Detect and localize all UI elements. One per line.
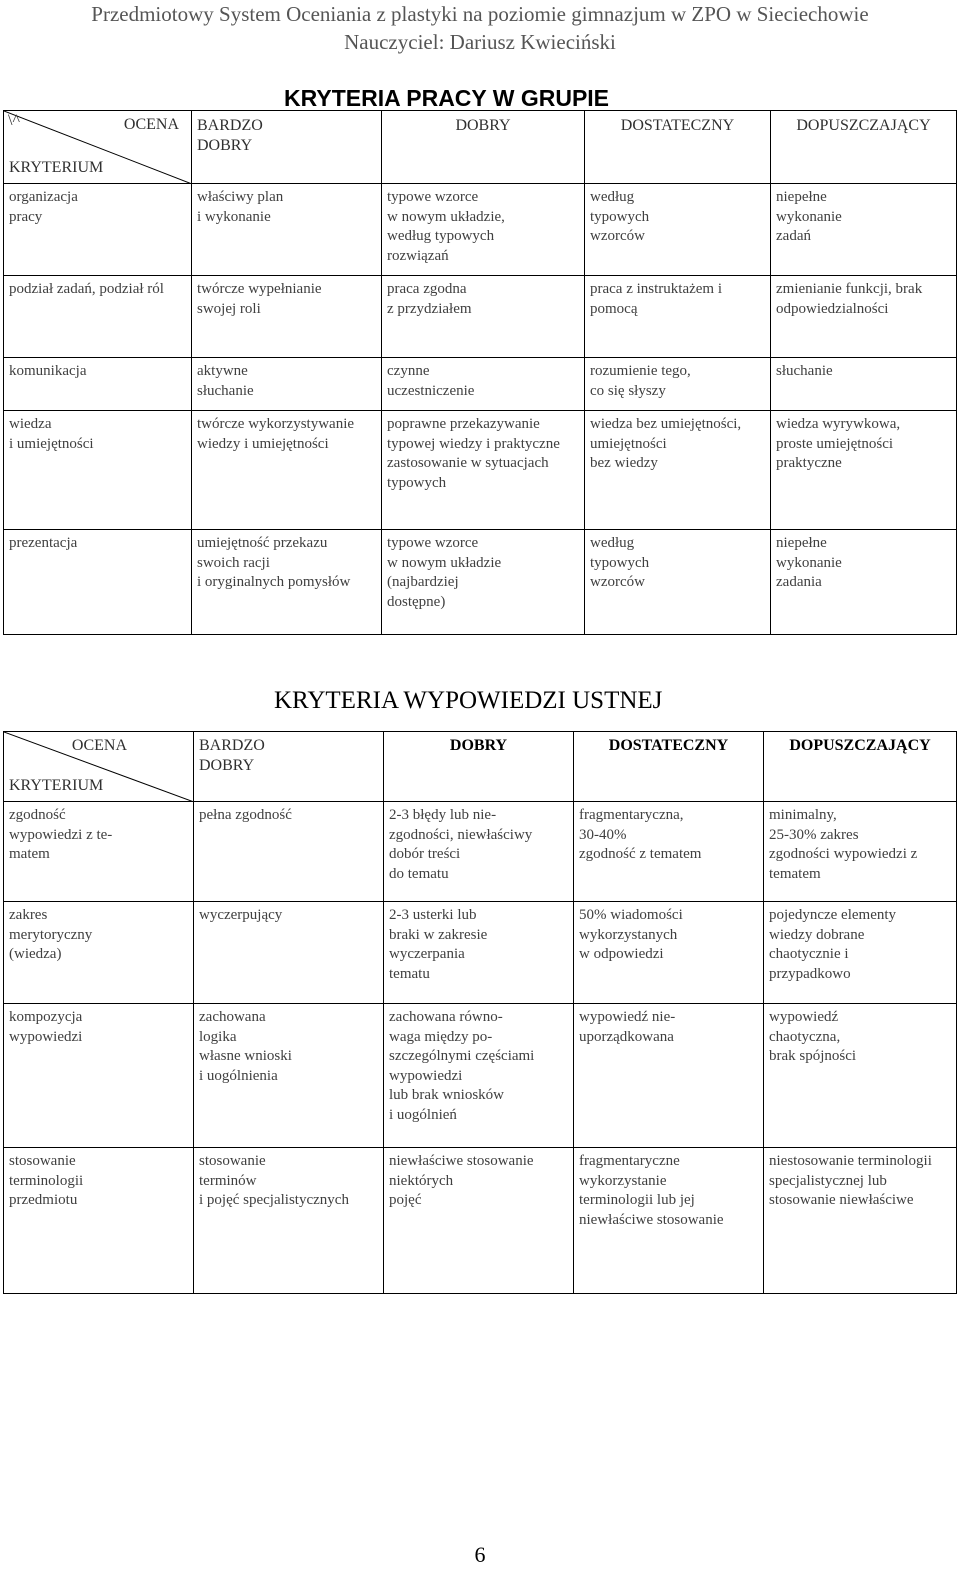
corner-ocena-label: OCENA	[123, 116, 179, 133]
row-cell: wiedza bez umiejętności, umiejętności bez wiedzy	[585, 411, 771, 530]
row-criterion: prezentacja	[4, 530, 192, 635]
row-cell: zachowana logika własne wnioski i uogólnienia	[194, 1004, 384, 1148]
row-cell: fragmentaryczna, 30-40% zgodność z tematem	[574, 802, 764, 902]
col-header-bardzo-dobry: BARDZO DOBRY	[194, 732, 384, 802]
page-number: 6	[474, 1542, 486, 1567]
col-header-dostateczny: DOSTATECZNY	[574, 732, 764, 802]
row-cell: pojedyncze elementy wiedzy dobrane chaotycznie i przypadkowo	[764, 902, 957, 1004]
row-cell: niepełne wykonanie zadania	[771, 530, 957, 635]
row-cell: według typowych wzorców	[585, 530, 771, 635]
col-header-dobry: DOBRY	[382, 111, 585, 184]
row-cell: fragmentaryczne wykorzystanie terminologii lub jej niewłaściwe stosowanie	[574, 1148, 764, 1294]
corner-kryterium-label: KRYTERIUM	[9, 158, 104, 176]
row-cell: 2-3 usterki lub braki w zakresie wyczerpania tematu	[384, 902, 574, 1004]
row-cell: wypowiedź chaotyczna, brak spójności	[764, 1004, 957, 1148]
row-cell: 2-3 błędy lub nie- zgodności, niewłaściwy dobór treści do tematu	[384, 802, 574, 902]
table-row	[4, 902, 957, 1004]
col-header-dopuszczajacy: DOPUSZCZAJĄCY	[764, 732, 957, 802]
group-criteria-table	[3, 110, 957, 635]
row-cell: minimalny, 25-30% zakres zgodności wypowiedzi z tematem	[764, 802, 957, 902]
row-cell: według typowych wzorców	[585, 184, 771, 276]
row-cell: 50% wiadomości wykorzystanych w odpowiedzi	[574, 902, 764, 1004]
document-header-teacher: Nauczyciel: Dariusz Kwieciński	[344, 30, 616, 54]
corner-mark: \^	[8, 112, 20, 129]
row-cell: stosowanie terminów i pojęć specjalistycznych	[194, 1148, 384, 1294]
table-row	[4, 530, 957, 635]
row-cell: twórcze wypełnianie swojej roli	[192, 276, 382, 358]
row-criterion: zgodność wypowiedzi z te- matem	[4, 802, 194, 902]
row-cell: niestosowanie terminologii specjalistycznej lub stosowanie niewłaściwe	[764, 1148, 957, 1294]
row-cell: wypowiedź nie- uporządkowana	[574, 1004, 764, 1148]
table-row	[4, 358, 957, 411]
row-cell: niepełne wykonanie zadań	[771, 184, 957, 276]
corner-kryterium-label: KRYTERIUM	[9, 776, 104, 794]
group-header-row	[4, 111, 957, 184]
table-row	[4, 276, 957, 358]
group-corner-cell	[4, 111, 192, 184]
row-cell: aktywne słuchanie	[192, 358, 382, 411]
col-header-dobry: DOBRY	[384, 732, 574, 802]
row-criterion: podział zadań, podział ról	[4, 276, 192, 358]
oral-criteria-title: KRYTERIA WYPOWIEDZI USTNEJ	[274, 687, 663, 714]
row-cell: zachowana równo- waga między po- szczególnymi częściami wypowiedzi lub brak wniosków i uogólnień	[384, 1004, 574, 1148]
table-row	[4, 411, 957, 530]
row-cell: typowe wzorce w nowym układzie, według typowych rozwiązań	[382, 184, 585, 276]
row-cell: słuchanie	[771, 358, 957, 411]
table-row	[4, 184, 957, 276]
table-row	[4, 1148, 957, 1294]
row-criterion: kompozycja wypowiedzi	[4, 1004, 194, 1148]
oral-criteria-table	[3, 731, 957, 1294]
row-criterion: komunikacja	[4, 358, 192, 411]
row-cell: praca zgodna z przydziałem	[382, 276, 585, 358]
oral-corner-cell	[4, 732, 194, 802]
col-header-bardzo-dobry: BARDZO DOBRY	[192, 111, 382, 184]
row-cell: typowe wzorce w nowym układzie (najbardziej dostępne)	[382, 530, 585, 635]
row-cell: poprawne przekazywanie typowej wiedzy i praktyczne zastosowanie w sytuacjach typowych	[382, 411, 585, 530]
row-cell: niewłaściwe stosowanie niektórych pojęć	[384, 1148, 574, 1294]
col-header-dostateczny: DOSTATECZNY	[585, 111, 771, 184]
oral-header-row	[4, 732, 957, 802]
row-cell: wiedza wyrywkowa, proste umiejętności praktyczne	[771, 411, 957, 530]
row-cell: praca z instruktażem i pomocą	[585, 276, 771, 358]
col-header-dopuszczajacy: DOPUSZCZAJĄCY	[771, 111, 957, 184]
table-row	[4, 802, 957, 902]
row-cell: twórcze wykorzystywanie wiedzy i umiejętności	[192, 411, 382, 530]
row-cell: właściwy plan i wykonanie	[192, 184, 382, 276]
row-cell: zmienianie funkcji, brak odpowiedzialności	[771, 276, 957, 358]
group-criteria-title: KRYTERIA PRACY W GRUPIE	[284, 85, 610, 111]
row-criterion: organizacja pracy	[4, 184, 192, 276]
row-cell: wyczerpujący	[194, 902, 384, 1004]
row-criterion: wiedza i umiejętności	[4, 411, 192, 530]
row-cell: rozumienie tego, co się słyszy	[585, 358, 771, 411]
document-header-title: Przedmiotowy System Oceniania z plastyki na poziomie gimnazjum w ZPO w Sieciechowie	[91, 2, 869, 26]
row-cell: pełna zgodność	[194, 802, 384, 902]
row-criterion: zakres merytoryczny (wiedza)	[4, 902, 194, 1004]
table-row	[4, 1004, 957, 1148]
corner-ocena-label: OCENA	[71, 737, 127, 754]
row-cell: czynne uczestniczenie	[382, 358, 585, 411]
row-cell: umiejętność przekazu swoich racji i oryginalnych pomysłów	[192, 530, 382, 635]
row-criterion: stosowanie terminologii przedmiotu	[4, 1148, 194, 1294]
